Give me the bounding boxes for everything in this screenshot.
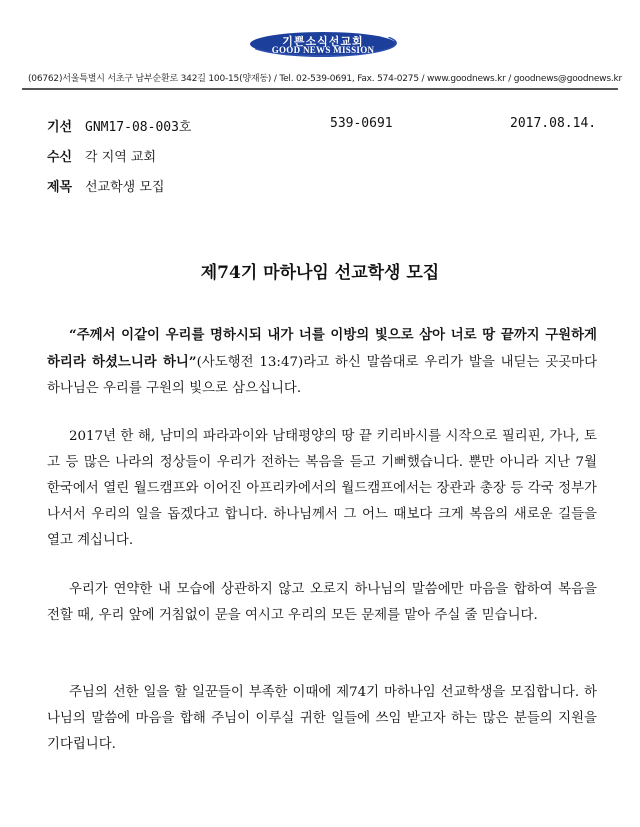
logo-english-text: GOOD NEWS MISSION <box>271 45 375 55</box>
header-divider <box>22 88 618 90</box>
phone-number: 539-0691 <box>330 116 393 131</box>
recipient-label: 수신 <box>47 150 73 165</box>
paragraph-3 <box>47 577 597 629</box>
recipient: 각 지역 교회 <box>85 150 157 165</box>
paragraph-2 <box>47 424 597 554</box>
paragraph-1 <box>47 322 597 402</box>
doc-number-label: 기선 <box>47 120 73 135</box>
scripture-quote: “주께서 이같이 우리를 명하시되 내가 너를 이방의 빛으로 삼아 너로 땅 끝까지 구원하게 하리라 하셨느니라 하니” <box>47 327 597 370</box>
doc-date: 2017.08.14. <box>510 116 597 131</box>
doc-number: GNM17-08-003호 <box>85 120 192 135</box>
subject: 선교학생 모집 <box>85 180 165 195</box>
letterhead-address: (06762)서울특별시 서초구 남부순환로 342길 100-15(양재동) / Tel. 02-539-0691, Fax. 574-0275 / www.goodnews.kr / goodnews@goodnews.kr <box>28 74 623 84</box>
mission-logo <box>250 32 396 58</box>
paragraph-2-text: 2017년 한 해, 남미의 파라과이와 남태평양의 땅 끝 키리바시를 시작으로 필리핀, 가나, 토고 등 많은 나라의 정상들이 우리가 전하는 복음을 듣고 기뻐했습니다. 뿐만 아니라 지난 7월 한국에서 열린 월드캠프와 이어진 아프리카에서의 월드캠프에서는 장관과 총장 등 각국 정부가 나서서 우리의 일을 돕겠다고 합니다. 하나님께서 그 어느 때보다 크게 복음의 새로운 길들을 열고 계십니다. <box>47 429 597 548</box>
logo-korean-text: 기쁜소식선교회 <box>282 35 364 48</box>
paragraph-4 <box>47 680 597 758</box>
paragraph-4-text: 주님의 선한 일을 할 일꾼들이 부족한 이때에 제74기 마하나임 선교학생을 모집합니다. 하나님의 말씀에 마음을 합해 주님이 이루실 귀한 일들에 쓰임 받고자 하는 많은 분들의 지원을 기다립니다. <box>47 685 597 752</box>
subject-label: 제목 <box>47 180 73 195</box>
paragraph-1-text: (사도행전 13:47)라고 하신 말씀대로 우리가 발을 내딛는 곳곳마다 하나님은 우리를 구원의 빛으로 삼으십니다. <box>47 355 598 396</box>
document-title: 제74기 마하나임 선교학생 모집 <box>200 263 440 283</box>
paragraph-3-text: 우리가 연약한 내 모습에 상관하지 않고 오로지 하나님의 말씀에만 마음을 합하여 복음을 전할 때, 우리 앞에 거침없이 문을 여시고 우리의 모든 문제를 맡아 주실 줄 믿습니다. <box>47 582 597 623</box>
